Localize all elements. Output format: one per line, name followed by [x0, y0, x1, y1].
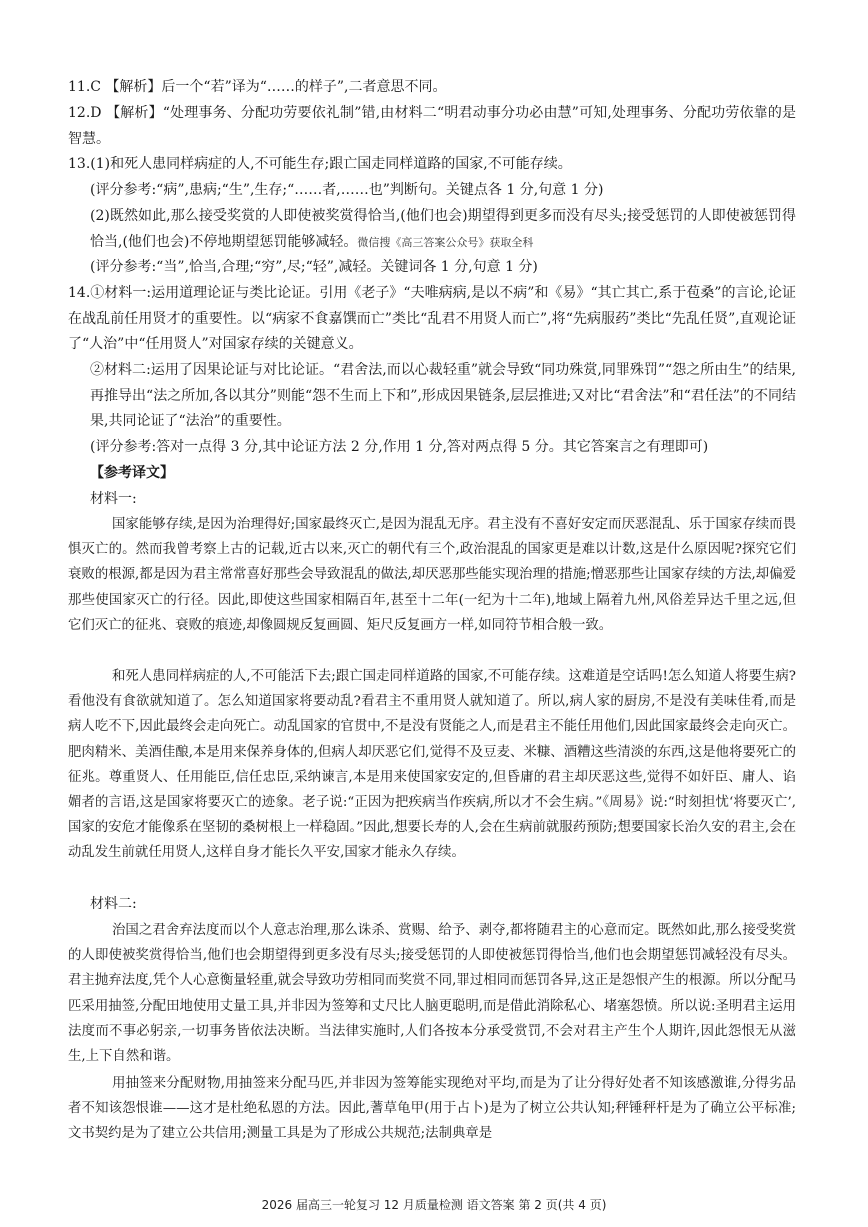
answer-q13-1-score: (评分参考:“病”,患病;“生”,生存;“……者,……也”判断句。关键点各 1 分,句意 1 分): [90, 182, 604, 198]
material-1-title: 材料一:: [90, 491, 137, 507]
watermark-text: 微信搜《高三答案公众号》获取全科: [357, 235, 534, 249]
page-footer: 2026 届高三一轮复习 12 月质量检测 语文答案 第 2 页(共 4 页): [261, 1198, 607, 1212]
answer-q13-2-text: (2)既然如此,那么接受奖赏的人即使被奖赏得恰当,(他们也会)期望得到更多而没有尽头;接受惩罚的人即使被惩罚得恰当,(他们也会)不停地期望惩罚能够减轻。: [90, 208, 796, 250]
answer-q14-1: 14.①材料一:运用道理论证与类比论证。引用《老子》“夫唯病病,是以不病”和《易》“其亡其亡,系于苞桑”的言论,论证在战乱前任用贤才的重要性。以“病家不食嘉馔而亡”类比“乱君不用贤人而亡”,将“先病服药”类比“先乱任贤”,直观论证了“人治”中“任用贤人”对国家存续的关键意义。: [68, 285, 796, 352]
answer-q11: 11.C 【解析】后一个“若”译为“……的样子”,二者意思不同。: [68, 79, 447, 95]
material-1-paragraph-2: 和死人患同样病症的人,不可能活下去;跟亡国走同样道路的国家,不可能存续。这难道是空话吗!怎么知道人将要生病?看他没有食欲就知道了。怎么知道国家将要动乱?看君主不重用贤人就知道了。所以,病人家的厨房,不是没有美味佳肴,而是病人吃不下,因此最终会走向死亡。动乱国家的官贯中,不是没有贤能之人,而是君主不能任用他们,因此国家最终会走向灭亡。肥肉精米、美酒佳酿,本是用来保养身体的,但病人却厌恶它们,觉得不及豆麦、米糠、酒糟这些清淡的东西,这是他将要死亡的征兆。尊重贤人、任用能臣,信任忠臣,采纳谏言,本是用来使国家安定的,但昏庸的君主却厌恶这些,觉得不如奸臣、庸人、谄媚者的言语,这是国家将要灭亡的迹象。老子说:“正因为把疾病当作疾病,所以才不会生病。”《周易》说:“时刻担忧‘将要灭亡’,国家的安危才能像系在坚韧的桑树根上一样稳固。”因此,想要长寿的人,会在生病前就服药预防;想要国家长治久安的君主,会在动乱发生前就任用贤人,这样自身才能长久平安,国家才能永久存续。: [68, 669, 796, 861]
material-2-title: 材料二:: [90, 896, 137, 912]
material-1-paragraph-1: 国家能够存续,是因为治理得好;国家最终灭亡,是因为混乱无序。君主没有不喜好安定而厌恶混乱、乐于国家存续而畏惧灭亡的。然而我曾考察上古的记载,近古以来,灭亡的朝代有三个,政治混乱的国家更是难以计数,这是什么原因呢?探究它们衰败的根源,都是因为君主常常喜好那些会导致混乱的做法,却厌恶那些能实现治理的措施;憎恶那些让国家存续的方法,却偏爱那些使国家灭亡的行径。因此,即使这些国家相隔百年,甚至十二年(一纪为十二年),地域上隔着九州,风俗差异达千里之远,但它们灭亡的征兆、衰败的痕迹,却像圆规反复画圆、矩尺反复画方一样,如同符节相合般一致。: [68, 517, 796, 633]
answer-q13-2: [90, 204, 796, 255]
reference-translation-header: 【参考译文】: [90, 465, 174, 481]
answer-q12: 12.D 【解析】“处理事务、分配功劳要依礼制”错,由材料二“明君动事分功必由慧”可知,处理事务、分配功劳依靠的是智慧。: [68, 105, 796, 147]
material-2-paragraph-1: 治国之君舍弃法度而以个人意志治理,那么诛杀、赏赐、给予、剥夺,都将随君主的心意而定。既然如此,那么接受奖赏的人即使被奖赏得恰当,他们也会期望得到更多没有尽头;接受惩罚的人即使被惩罚得恰当,他们也会期望惩罚减轻没有尽头。君主抛弃法度,凭个人心意衡量轻重,就会导致功劳相同而奖赏不同,罪过相同而惩罚各异,这正是怨恨产生的根源。所以分配马匹采用抽签,分配田地使用丈量工具,并非因为签筹和丈尺比人脑更聪明,而是借此消除私心、堵塞怨愤。所以说:圣明君主运用法度而不事必躬亲,一切事务皆依法决断。当法律实施时,人们各按本分承受赏罚,不会对君主产生个人期许,因此怨恨无从滋生,上下自然和谐。: [68, 923, 797, 1065]
answer-q14-2: ②材料二:运用了因果论证与对比论证。“君舍法,而以心裁轻重”就会导致“同功殊赏,同罪殊罚”“怨之所由生”的结果,再推导出“法之所加,各以其分”则能“怨不生而上下和”,形成因果链条,层层推进;又对比“君舍法”和“君任法”的不同结果,共同论证了“法治”的重要性。: [90, 362, 796, 429]
answer-q13-1: 13.(1)和死人患同样病症的人,不可能生存;跟亡国走同样道路的国家,不可能存续。: [68, 156, 572, 172]
answer-q14-score: (评分参考:答对一点得 3 分,其中论证方法 2 分,作用 1 分,答对两点得 5 分。其它答案言之有理即可): [90, 439, 709, 455]
material-2-paragraph-2: 用抽签来分配财物,用抽签来分配马匹,并非因为签筹能实现绝对平均,而是为了让分得好处者不知该感激谁,分得劣品者不知该怨恨谁——这才是杜绝私恩的方法。因此,蓍草龟甲(用于占卜)是为了树立公共认知;秤锤秤杆是为了确立公平标准;文书契约是为了建立公共信用;测量工具是为了形成公共规范;法制典章是: [68, 1076, 796, 1142]
answer-q13-2-score: (评分参考:“当”,恰当,合理;“穷”,尽;“轻”,减轻。关键词各 1 分,句意 1 分): [90, 259, 538, 275]
